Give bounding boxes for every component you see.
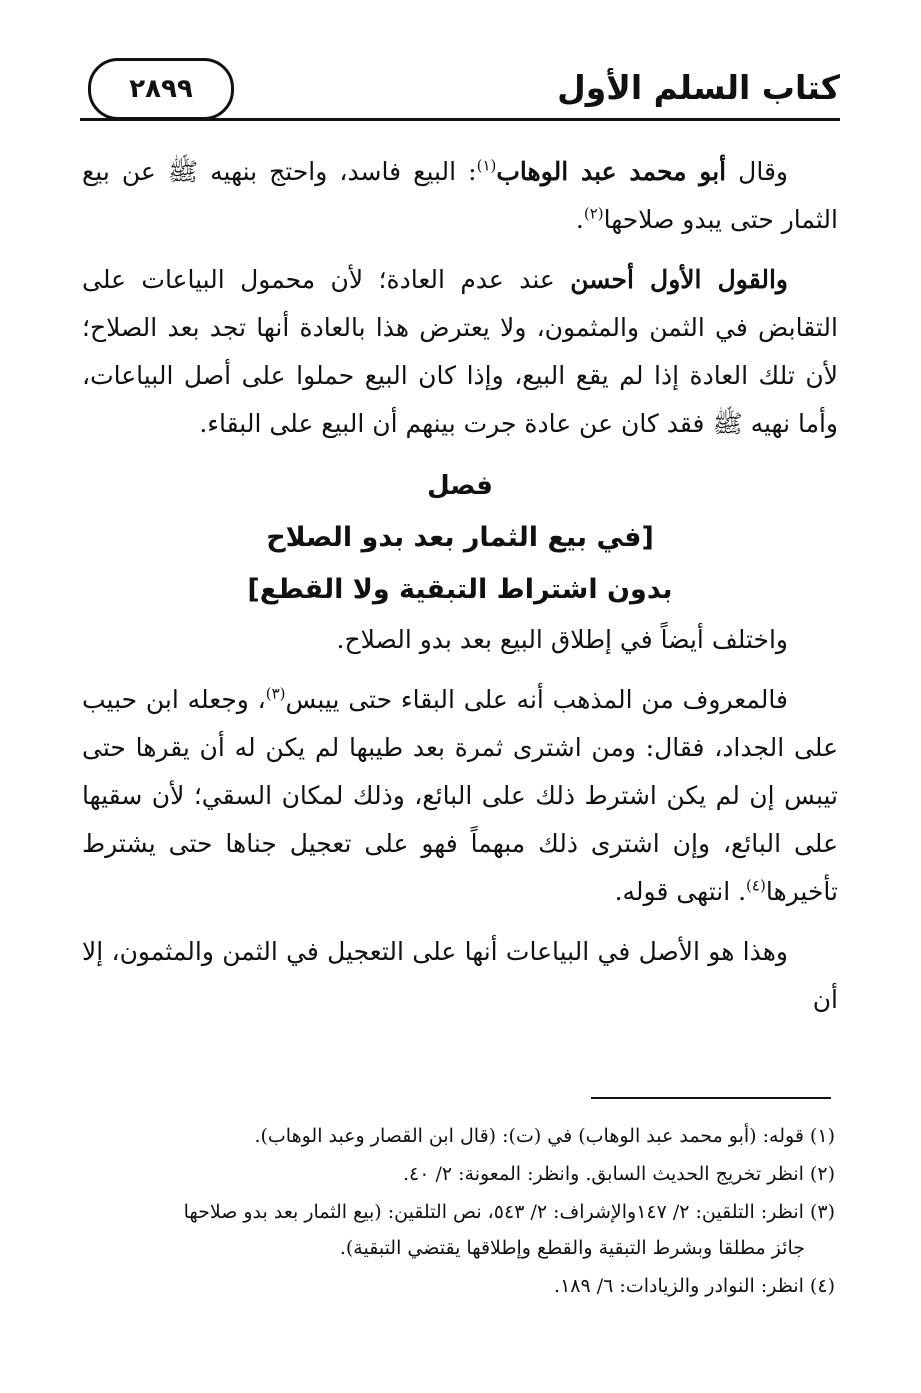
paragraph-text: ، وجعله ابن حبيب على الجداد، فقال: ومن اشترى ثمرة بعد طيبها لم يكن له أن يقرها حتى تيبس إن لم يكن اشترط ذلك على البائع، وذلك لمكان السقي؛ لأن سقيها على البائع، وإن اشترى ذلك مبهماً فهو على تعجيل جناها حتى يشترط تأخيرها: [82, 685, 838, 906]
footnote-ref-3[interactable]: (٣): [265, 684, 286, 703]
footnote-separator: [591, 1097, 831, 1099]
footnotes: [90, 1118, 835, 1306]
bold-phrase: والقول الأول أحسن: [570, 265, 788, 294]
scholar-name: أبو محمد عبد الوهاب: [496, 157, 727, 186]
page-header: [80, 58, 840, 124]
section-title-line-1: [في بيع الثمار بعد بدو الصلاح: [266, 522, 654, 553]
paragraph-2: [82, 256, 838, 448]
book-title: كتاب السلم الأول: [557, 68, 840, 107]
footnote-3-line-2: جائز مطلقا وبشرط التبقية والقطع وإطلاقها يقتضي التبقية).: [339, 1237, 805, 1259]
footnote-ref-4[interactable]: (٤): [746, 876, 766, 895]
paragraph-3: واختلف أيضاً في إطلاق البيع بعد بدو الصلاح.: [336, 625, 788, 654]
page-number: ٢٨٩٩: [88, 58, 234, 120]
footnote-3: [90, 1194, 835, 1266]
paragraph-text: فالمعروف من المذهب أنه على البقاء حتى ييبس: [285, 685, 788, 714]
paragraph-text: .: [575, 205, 584, 234]
footnote-ref-1[interactable]: (١): [476, 156, 497, 175]
footnote-1: (١) قوله: (أبو محمد عبد الوهاب) في (ت): (قال ابن القصار وعبد الوهاب).: [254, 1125, 835, 1147]
footnote-ref-2[interactable]: (٢): [583, 204, 604, 223]
section-heading-fasl: فصل: [427, 471, 493, 501]
main-text: [82, 148, 838, 1036]
paragraph-1: [82, 148, 838, 244]
footnote-2: (٢) انظر تخريج الحديث السابق. وانظر: المعونة: ٢/ ٤٠.: [402, 1163, 835, 1185]
section-title-line-2: بدون اشتراط التبقية ولا القطع]: [247, 574, 673, 605]
footnote-4: (٤) انظر: النوادر والزيادات: ٦/ ١٨٩.: [554, 1275, 835, 1297]
paragraph-text: : البيع فاسد، واحتج بنهيه ﷺ عن بيع الثمار حتى يبدو صلاحها: [82, 157, 838, 234]
paragraph-text: عند عدم العادة؛ لأن محمول البياعات على التقابض في الثمن والمثمون، ولا يعترض هذا بالعادة أنها تجد بعد الصلاح؛ لأن تلك العادة إذا لم يقع البيع، وإذا كان البيع حملوا على أصل البياعات، وأما نهيه ﷺ فقد كان عن عادة جرت بينهم أن البيع على البقاء.: [82, 265, 838, 438]
paragraph-4: [82, 676, 838, 916]
paragraph-5: وهذا هو الأصل في البياعات أنها على التعجيل في الثمن والمثمون، إلا أن: [82, 937, 838, 1014]
footnote-3-line-1: (٣) انظر: التلقين: ٢/ ١٤٧والإشراف: ٢/ ٥٤٣، نص التلقين: (بيع الثمار بعد بدو صلاحها: [183, 1201, 835, 1223]
paragraph-text: وقال: [726, 157, 788, 186]
paragraph-text: . انتهى قوله.: [614, 877, 747, 906]
